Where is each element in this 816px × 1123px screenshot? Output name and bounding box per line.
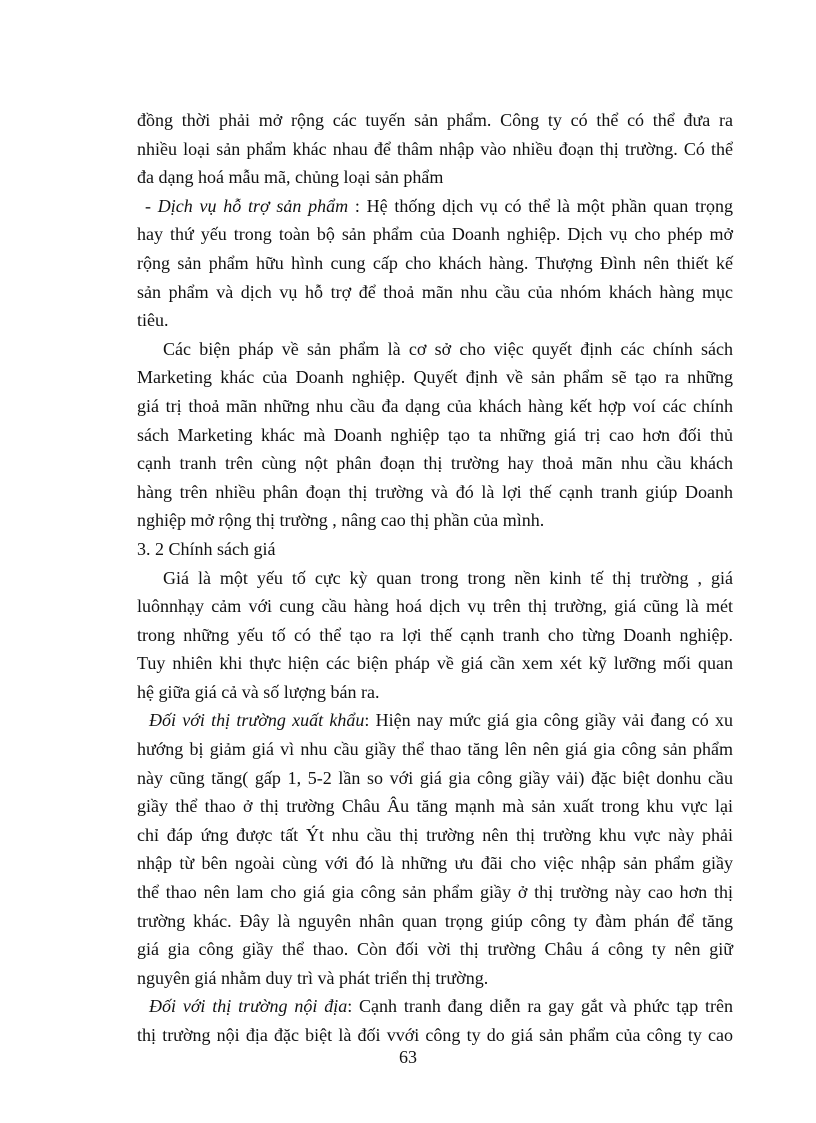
text-line: đồng thời phải mở rộng các tuyến sản phẩm. Công ty có thể có thể đưa ra [137,110,733,130]
text-line: thể thao nên lam cho giá gia công sản phẩm giầy ở thị trường này cao hơn thị [137,882,733,903]
paragraph-domestic-market [137,992,733,1049]
text-line: hướng bị giảm giá vì nhu cầu giầy thể thao tăng lên nên giá gia công sản phẩm [137,739,733,760]
line-rest: : Hiện nay mức giá gia công giầy vải đang có xu [364,710,734,731]
paragraph-product-lines [137,106,733,192]
text-line: Các biện pháp về sản phẩm là cơ sở cho việc quyết định các chính sách [163,338,733,359]
text-line: nhiều loại sản phẩm khác nhau để thâm nhập vào nhiều đoạn thị trường. Có thể [137,138,733,159]
body-text [137,106,733,1050]
text-line: tiêu. [137,310,169,331]
paragraph-price [137,564,733,707]
text-line: rộng sản phẩm hữu hình cung cấp cho khách hàng. Thượng Đình nên thiết kế [137,252,733,273]
text-line: giá gia công giầy thể thao. Còn đối vời thị trường Châu á công ty nên giữ [137,939,733,960]
paragraph-support-services [137,192,733,335]
text-line: Giá là một yếu tố cực kỳ quan trong trong nền kinh tế thị trường , giá [163,567,733,588]
text-line: luônnhạy cảm với cung cầu hàng hoá dịch vụ trên thị trường, giá cũng là mét [137,596,733,617]
italic-term: Đối với thị trường xuất khẩu [149,710,365,731]
text-line: sách Marketing khác mà Doanh nghiệp tạo ta những giá trị cao hơn đối thủ [137,424,733,445]
italic-term: Đối với thị trường nội địa [149,996,348,1017]
text-line: sản phẩm và dịch vụ hỗ trợ để thoả mãn nhu cầu của nhóm khách hàng mục [137,281,733,302]
text-line [137,192,733,221]
text-line: trong những yếu tố có thể tạo ra lợi thế cạnh tranh cho từng Doanh nghiệp. [137,624,733,645]
page-number: 63 [399,1047,417,1067]
text-line: chỉ đáp ứng được tất Ýt nhu cầu thị trường nên thị trường khu vực này phải [137,824,733,845]
text-line: nghiệp mở rộng thị trường , nâng cao thị phần của mình. [137,510,545,531]
text-line: hàng trên nhiều phân đoạn thị trường và đó là lợi thế cạnh tranh giúp Doanh [137,481,733,502]
text-line: Marketing khác của Doanh nghiệp. Quyết định về sản phẩm sẽ tạo ra những [137,367,733,388]
text-line [137,706,733,735]
text-line: này cũng tăng( gấp 1, 5-2 lần so với giá gia công giầy vải) đặc biệt donhu cầu [137,767,733,788]
italic-term: Dịch vụ hỗ trợ sản phẩm [157,195,349,216]
line-rest: : Cạnh tranh đang diễn ra gay gắt và phức tạp trên [347,996,733,1017]
text-line [137,992,733,1021]
text-line: thị trường nội địa đặc biệt là đối vvới công ty do giá sản phẩm của công ty cao [137,1025,733,1045]
text-line: giầy thể thao ở thị trường Châu Âu tăng mạnh mà sản xuất trong khu vực lại [137,796,733,817]
paragraph-export-market [137,706,733,992]
paragraph-product-measures [137,335,733,535]
text-line: hệ giữa giá cả và số lượng bán ra. [137,681,380,702]
line-rest: : Hệ thống dịch vụ có thể là một phần quan trọng [348,195,733,216]
text-line: giá trị thoả mãn những nhu cầu đa dạng của khách hàng kết hợp voí các chính [137,395,733,416]
text-line: cạnh tranh trên cùng nột phân đoạn thị trường hay thoả mãn nhu cầu khách [137,453,733,474]
text-line: trường khác. Đây là nguyên nhân quan trọng giúp công ty đàm phán để tăng [137,910,733,931]
text-line: Tuy nhiên khi thực hiện các biện pháp về giá cần xem xét kỹ lưỡng mối quan [137,653,733,674]
text-line: đa dạng hoá mẫu mã, chủng loại sản phẩm [137,167,444,188]
text-line: nhập từ bên ngoài cùng với đó là những ưu đãi cho việc nhập sản phẩm giầy [137,853,733,874]
text-line: hay thứ yếu trong toàn bộ sản phẩm của Doanh nghiệp. Dịch vụ cho phép mở [137,224,733,245]
bullet-dash: - [145,195,158,216]
section-heading: 3. 2 Chính sách giá [137,538,276,559]
text-line: nguyên giá nhằm duy trì và phát triển thị trường. [137,967,489,988]
